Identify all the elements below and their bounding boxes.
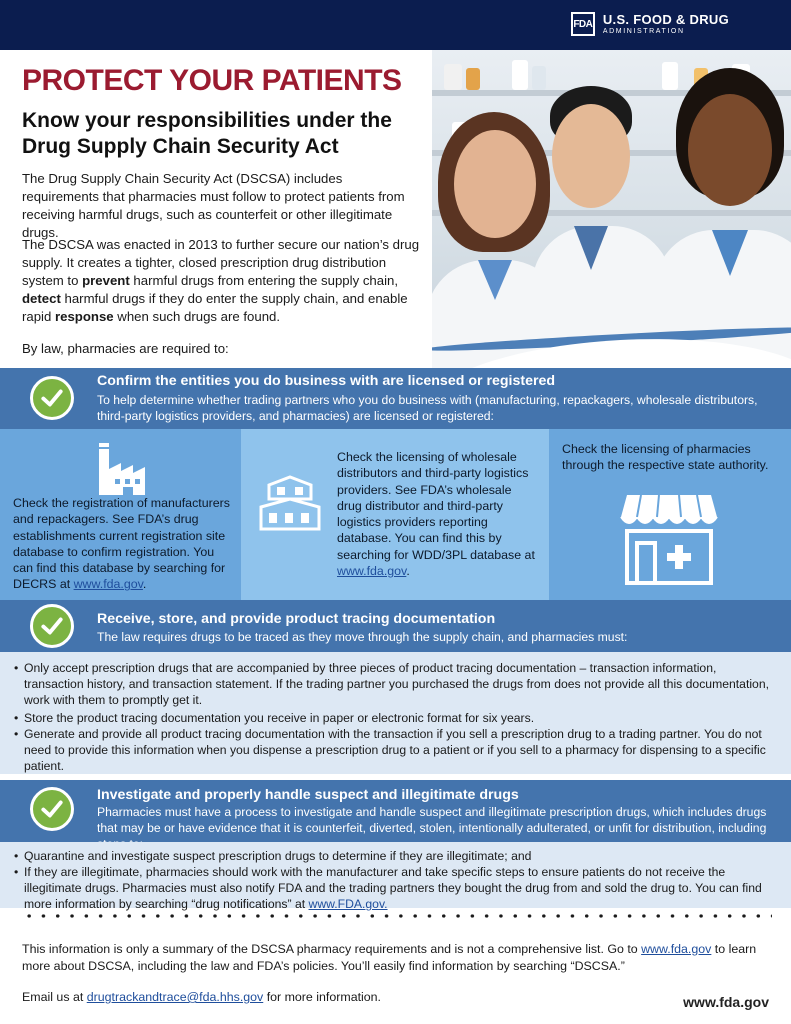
check-icon <box>30 787 74 831</box>
section-1-description: To help determine whether trading partners who you do business with (manufacturing, repackagers, wholesale distributors, third-party logistics providers, and pharmacies) are licensed or registered: <box>97 393 758 423</box>
intro-paragraph-3: By law, pharmacies are required to: <box>22 341 229 356</box>
section-2-list <box>0 652 791 774</box>
section-3-header <box>0 780 791 842</box>
factory-icon <box>95 441 147 501</box>
section-2-description: The law requires drugs to be traced as they move through the supply chain, and pharmacies must: <box>97 630 628 644</box>
check-icon <box>30 604 74 648</box>
response-keyword: response <box>55 309 114 324</box>
section-2-title: Receive, store, and provide product tracing documentation <box>97 611 496 627</box>
summary-paragraph: This information is only a summary of the DSCSA pharmacy requirements and is not a comprehensive list. Go to www.fda.gov to learn more about DSCSA, including the law and FDA’s policies. You’ll easily find information by searching “DSCSA.” <box>22 942 757 973</box>
list-item: • Generate and provide all product tracing documentation with the transaction if you sell a prescription drug to a trading partner. You do not need to provide this information when you dispense a prescription drug to a patient or if you sell to a pharmacy for dispensing to a specific patient. <box>14 727 766 774</box>
section-3-title: Investigate and properly handle suspect and illegitimate drugs <box>97 787 519 803</box>
fda-link-3[interactable]: www.FDA.gov. <box>308 897 388 912</box>
detect-keyword: detect <box>22 291 61 306</box>
distributor-licensing-text: Check the licensing of wholesale distributors and third-party logistics providers. See FDA’s wholesale drug distributor and third-party logistics providers reporting database. You can find this by searching for WDD/3PL database at www.fda.gov. <box>337 450 535 579</box>
distributor-licensing-box <box>241 429 549 600</box>
prevent-keyword: prevent <box>82 273 130 288</box>
list-item: • Only accept prescription drugs that are accompanied by three pieces of product tracing documentation – transaction information, transaction history, and transaction statement. If the trading partner you purchased the drugs from does not provide all this documentation, work with them to promptly get it. <box>14 661 769 708</box>
page-subtitle: Know your responsibilities under the Drug Supply Chain Security Act <box>22 109 392 158</box>
manufacturer-registration-text: Check the registration of manufacturers and repackagers. See FDA’s drug establishments current registration site database to confirm registration. You can find this database by searching for DECRS at www.fda.gov. <box>13 496 230 592</box>
pharmacy-licensing-text: Check the licensing of pharmacies through the respective state authority. <box>562 442 769 473</box>
footer-url: www.fda.gov <box>683 994 769 1010</box>
fda-logo-box: FDA <box>571 12 595 36</box>
check-icon <box>30 376 74 420</box>
list-item: • Quarantine and investigate suspect prescription drugs to determine if they are illegitimate; and <box>14 849 532 863</box>
section-1-title: Confirm the entities you do business with are licensed or registered <box>97 373 556 389</box>
email-link[interactable]: drugtrackandtrace@fda.hhs.gov <box>86 990 264 1004</box>
fda-logo-text <box>603 13 729 35</box>
warehouse-icon <box>257 473 323 533</box>
storefront-icon <box>619 487 719 587</box>
header-bar <box>0 0 791 50</box>
section-1-header <box>0 368 791 429</box>
dotted-divider <box>22 913 772 919</box>
section-3-list <box>0 842 791 912</box>
list-item: • If they are illegitimate, pharmacies should work with the manufacturer and take specific steps to ensure patients do not receive the illegitimate drugs. Pharmacies must also notify FDA and the trading partners they bought the drug from and sold the drug to. You can find more information by searching “drug notifications” at www.FDA.gov. <box>14 865 762 912</box>
intro-paragraph-2: The DSCSA was enacted in 2013 to further secure our nation’s drug supply. It creates a tighter, closed prescription drug distribution system to prevent harmful drugs from entering the supply chain, detect harmful drugs if they do enter the supply chain, and enable rapid response when such drugs are found. <box>22 237 420 324</box>
page-title: PROTECT YOUR PATIENTS <box>22 64 402 97</box>
section-3-description: Pharmacies must have a process to investigate and handle suspect and illegitimate prescription drugs, which includes drugs that may be or have evidence that it is counterfeit, diverted, stolen, intentionally adulterated, or unfit for distribution, including <box>97 805 767 835</box>
fda-logo-line2: ADMINISTRATION <box>602 28 685 35</box>
email-line: Email us at drugtrackandtrace@fda.hhs.gov for more information. <box>22 990 382 1004</box>
intro-paragraph-1: The Drug Supply Chain Security Act (DSCSA) includes requirements that pharmacies must follow to protect patients from receiving harmful drugs, such as counterfeit or other illegitimate drugs. <box>22 171 405 240</box>
fda-link-4[interactable]: www.fda.gov <box>641 942 712 956</box>
list-item: • Store the product tracing documentation you receive in paper or electronic format for six years. <box>14 711 535 725</box>
pharmacists-photo <box>432 50 791 368</box>
fda-logo[interactable] <box>571 12 729 36</box>
fda-link-1[interactable]: www.fda.gov <box>73 577 143 592</box>
fda-link-2[interactable]: www.fda.gov <box>337 564 407 579</box>
pharmacy-licensing-box <box>549 429 791 600</box>
manufacturer-registration-box <box>0 429 241 600</box>
fda-logo-line1: U.S. FOOD & DRUG <box>602 12 729 27</box>
section-2-header <box>0 600 791 652</box>
